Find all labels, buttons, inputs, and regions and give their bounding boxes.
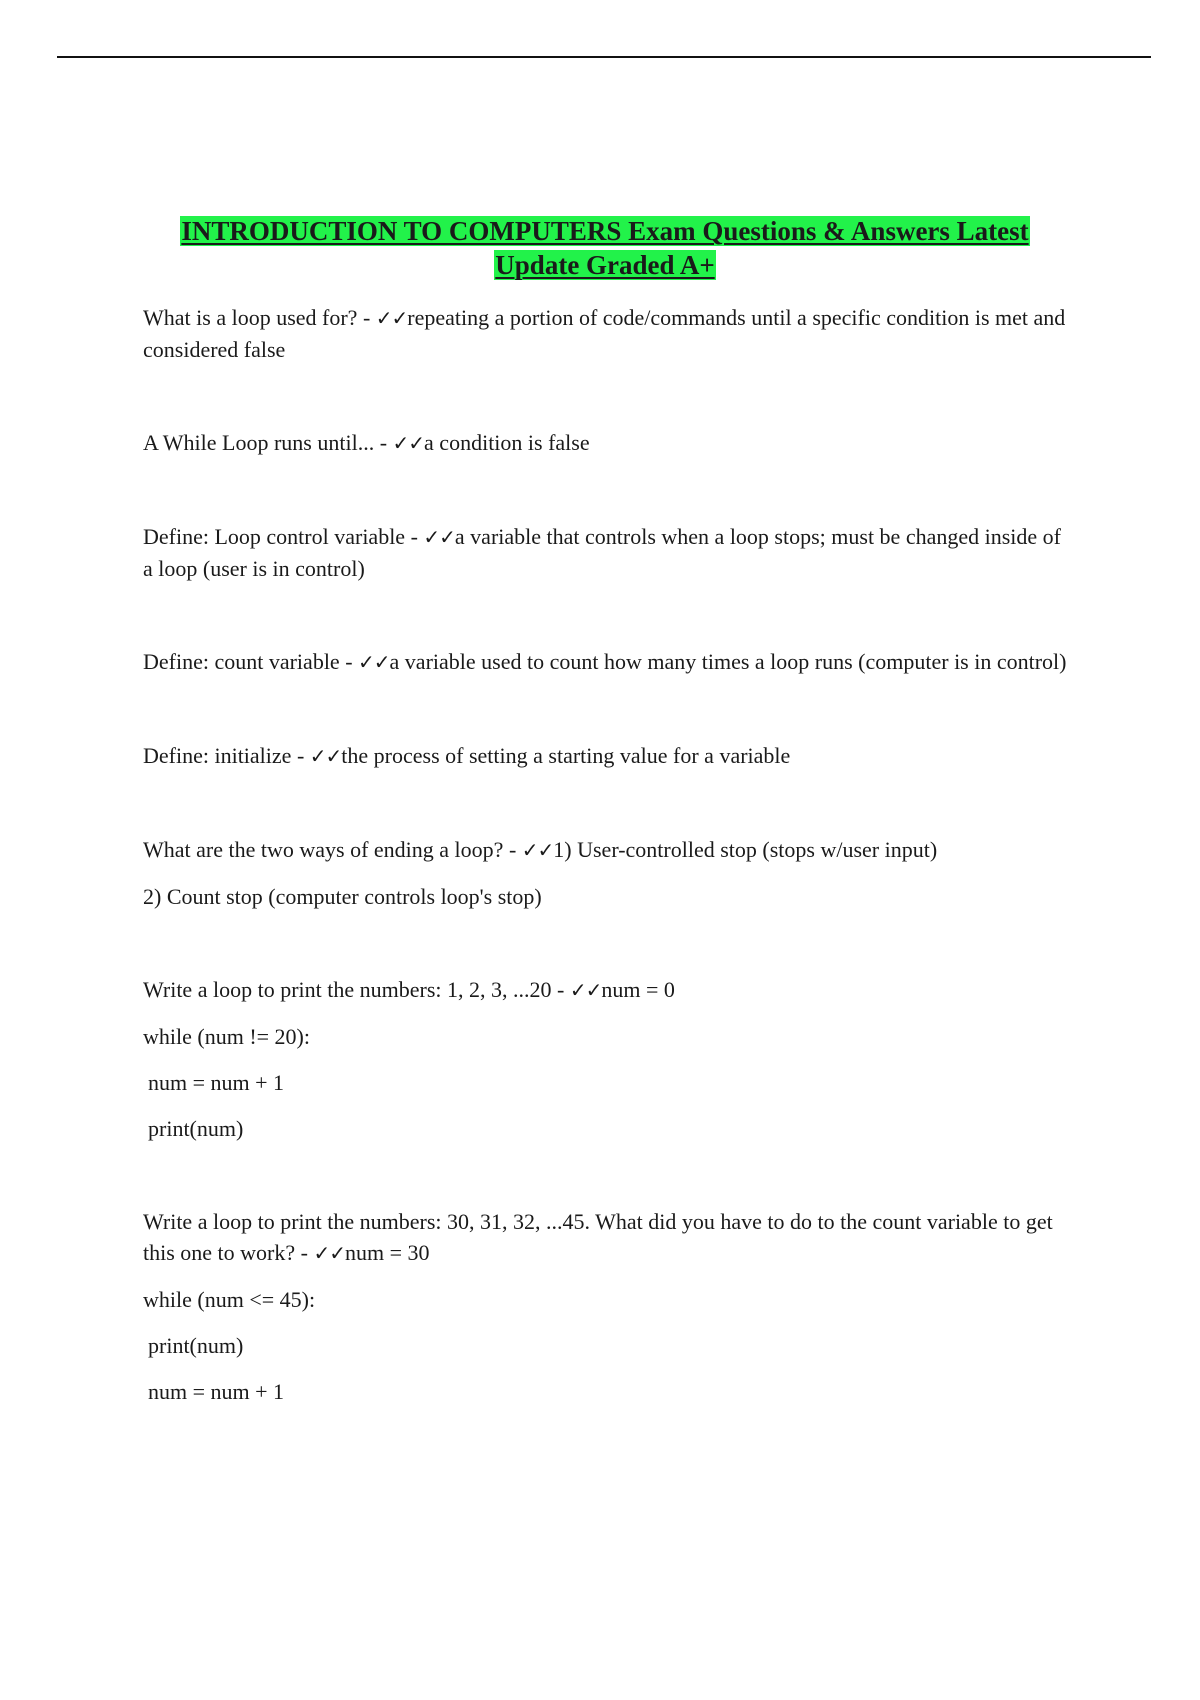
answer-line: print(num) (148, 1333, 244, 1358)
check-icon: ✓✓ (392, 431, 425, 455)
qa-first-line (143, 740, 1073, 772)
check-icon: ✓✓ (309, 744, 342, 768)
check-icon: ✓✓ (375, 306, 408, 330)
qa-first-line (143, 302, 1073, 365)
answer-line: print(num) (148, 1116, 244, 1141)
qa-first-line (143, 834, 1073, 866)
qa-item (143, 427, 1073, 459)
answer-text: num = 30 (345, 1240, 430, 1265)
answer-text: a variable that controls when a loop stops; must be changed inside of a loop (user is in control) (143, 524, 1061, 581)
question-text: Write a loop to print the numbers: 1, 2, 3, ...20 (143, 977, 552, 1002)
separator: - (295, 1240, 314, 1265)
separator: - (405, 524, 424, 549)
answer-text: num = 0 (601, 977, 675, 1002)
check-icon: ✓✓ (521, 838, 554, 862)
answer-text: a condition is false (424, 430, 590, 455)
answer-text: a variable used to count how many times a loop runs (computer is in control) (389, 649, 1067, 674)
question-text: Define: count variable (143, 649, 340, 674)
qa-item (143, 740, 1073, 772)
answer-line: 2) Count stop (computer controls loop's stop) (143, 884, 542, 909)
answer-text: 1) User-controlled stop (stops w/user input) (553, 837, 938, 862)
answer-text: the process of setting a starting value for a variable (341, 743, 791, 768)
check-icon: ✓✓ (313, 1241, 345, 1265)
question-text: Define: Loop control variable (143, 524, 406, 549)
question-text: What are the two ways of ending a loop? (143, 837, 504, 862)
question-text: What is a loop used for? (143, 305, 358, 330)
top-rule (57, 56, 1151, 58)
answer-line: while (num != 20): (143, 1024, 310, 1049)
qa-first-line (143, 646, 1073, 678)
qa-item (143, 974, 1073, 1144)
separator: - (374, 430, 393, 455)
qa-item (143, 834, 1073, 912)
separator: - (291, 743, 310, 768)
question-text: A While Loop runs until... (143, 430, 375, 455)
qa-item (143, 646, 1073, 678)
separator: - (503, 837, 522, 862)
check-icon: ✓✓ (358, 650, 390, 674)
check-icon: ✓✓ (423, 525, 455, 549)
qa-first-line (143, 1206, 1073, 1269)
question-text: Write a loop to print the numbers: 30, 31, 32, ...45. What did you have to do to the count variable to get this one to work? (143, 1209, 1053, 1265)
separator: - (551, 977, 570, 1002)
answer-line: num = num + 1 (148, 1379, 285, 1404)
qa-item (143, 521, 1073, 584)
check-icon: ✓✓ (569, 978, 602, 1002)
qa-first-line (143, 521, 1073, 584)
separator: - (339, 649, 359, 674)
document-title (160, 214, 1050, 282)
answer-line: num = num + 1 (148, 1070, 285, 1095)
answer-line: while (num <= 45): (143, 1287, 316, 1312)
answer-text: repeating a portion of code/commands until a specific condition is met and considered false (143, 305, 1066, 362)
qa-item (143, 1206, 1073, 1407)
separator: - (357, 305, 376, 330)
qa-list (143, 302, 1073, 1407)
qa-item (143, 302, 1073, 365)
question-text: Define: initialize (143, 743, 292, 768)
document-title-text: INTRODUCTION TO COMPUTERS Exam Questions & Answers Latest Update Graded A+ (181, 216, 1029, 280)
qa-first-line (143, 427, 1073, 459)
qa-first-line (143, 974, 1073, 1006)
